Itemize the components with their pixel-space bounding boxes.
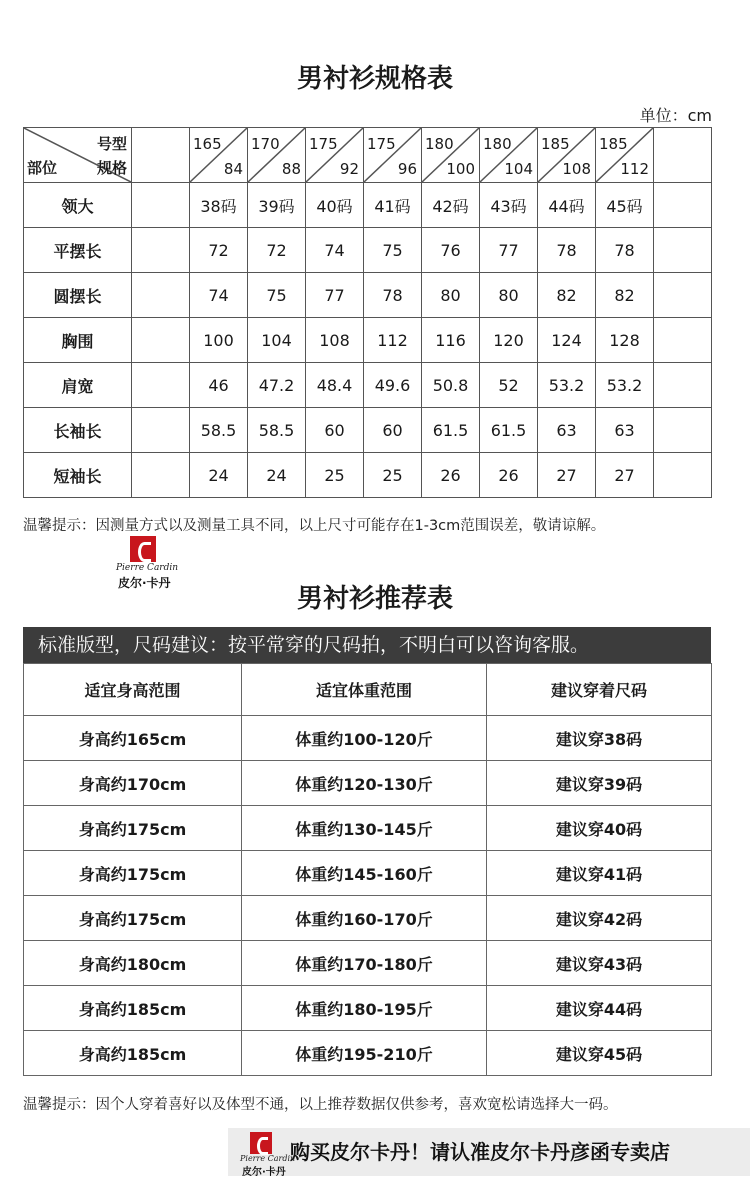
rec-row [24, 851, 712, 896]
logo-mark-icon [250, 1132, 272, 1154]
rec-cell: 身高约175cm [24, 851, 242, 896]
corner-bottom-left: 部位 [27, 159, 58, 177]
size-chest: 100 [446, 160, 475, 178]
spec-note: 温馨提示：因测量方式以及测量工具不同，以上尺寸可能存在1-3cm范围误差，敬请谅解。 [23, 518, 606, 534]
spec-value: 78 [596, 228, 654, 273]
spec-value: 41码 [364, 183, 422, 228]
spec-table-title: 男衬衫规格表 [296, 64, 453, 94]
row-label: 胸围 [24, 318, 132, 363]
rec-note: 温馨提示：因个人穿着喜好以及体型不通，以上推荐数据仅供参考，喜欢宽松请选择大一码。 [23, 1097, 618, 1113]
store-footer [228, 1128, 750, 1176]
rec-cell: 身高约170cm [24, 761, 242, 806]
spec-row [24, 453, 712, 498]
spec-value: 78 [538, 228, 596, 273]
size-header-cell [422, 128, 480, 183]
size-header-cell [190, 128, 248, 183]
size-height: 175 [309, 135, 338, 153]
size-header-cell [480, 128, 538, 183]
spec-value: 116 [422, 318, 480, 363]
spec-value: 47.2 [248, 363, 306, 408]
rec-table-title: 男衬衫推荐表 [296, 584, 453, 614]
spec-value: 108 [306, 318, 364, 363]
blank-cell [132, 228, 190, 273]
rec-cell: 建议穿40码 [487, 806, 712, 851]
spec-value: 53.2 [596, 363, 654, 408]
size-chest: 92 [339, 160, 359, 178]
rec-cell: 建议穿44码 [487, 986, 712, 1031]
size-height: 180 [425, 135, 454, 153]
rec-header-row [24, 664, 712, 716]
spec-row [24, 318, 712, 363]
spec-value: 60 [364, 408, 422, 453]
size-height: 165 [193, 135, 222, 153]
rec-row [24, 941, 712, 986]
rec-row [24, 716, 712, 761]
rec-cell: 体重约180-195斤 [242, 986, 487, 1031]
blank-cell [132, 453, 190, 498]
rec-cell: 建议穿45码 [487, 1031, 712, 1076]
spec-value: 124 [538, 318, 596, 363]
pierre-cardin-logo-small [236, 1132, 296, 1176]
blank-cell [132, 408, 190, 453]
size-chest: 88 [281, 160, 301, 178]
spec-value: 58.5 [190, 408, 248, 453]
corner-bottom-right: 规格 [96, 159, 127, 177]
rec-cell: 身高约165cm [24, 716, 242, 761]
size-chest: 84 [223, 160, 243, 178]
row-label: 肩宽 [24, 363, 132, 408]
size-chest: 96 [397, 160, 417, 178]
spec-value: 24 [248, 453, 306, 498]
spec-row [24, 363, 712, 408]
rec-row [24, 761, 712, 806]
logo-chinese: 皮尔·卡丹 [242, 1167, 286, 1178]
spec-value: 58.5 [248, 408, 306, 453]
spec-row [24, 408, 712, 453]
rec-cell: 体重约145-160斤 [242, 851, 487, 896]
spec-value: 46 [190, 363, 248, 408]
size-chest: 112 [620, 160, 649, 178]
spec-value: 44码 [538, 183, 596, 228]
rec-cell: 体重约130-145斤 [242, 806, 487, 851]
size-height: 180 [483, 135, 512, 153]
size-header-cell [538, 128, 596, 183]
rec-header-cell: 适宜身高范围 [24, 664, 242, 716]
spec-value: 75 [364, 228, 422, 273]
corner-top: 号型 [96, 135, 127, 153]
recommendation-table [23, 663, 712, 1076]
rec-cell: 体重约170-180斤 [242, 941, 487, 986]
blank-header-cell [654, 128, 712, 183]
row-label: 圆摆长 [24, 273, 132, 318]
spec-value: 120 [480, 318, 538, 363]
unit-label: 单位：cm [639, 106, 712, 125]
rec-cell: 体重约120-130斤 [242, 761, 487, 806]
spec-value: 77 [480, 228, 538, 273]
spec-value: 82 [538, 273, 596, 318]
spec-value: 25 [364, 453, 422, 498]
size-header-cell [248, 128, 306, 183]
spec-value: 52 [480, 363, 538, 408]
spec-value: 26 [480, 453, 538, 498]
size-header-cell [306, 128, 364, 183]
spec-value: 72 [248, 228, 306, 273]
spec-value: 49.6 [364, 363, 422, 408]
corner-cell [24, 128, 132, 183]
rec-cell: 身高约175cm [24, 896, 242, 941]
logo-mark-icon [130, 536, 156, 562]
spec-value: 76 [422, 228, 480, 273]
spec-header-row [24, 128, 712, 183]
spec-value: 104 [248, 318, 306, 363]
blank-cell [654, 408, 712, 453]
row-label: 短袖长 [24, 453, 132, 498]
spec-value: 24 [190, 453, 248, 498]
spec-value: 61.5 [480, 408, 538, 453]
blank-header-cell [132, 128, 190, 183]
logo-chinese: 皮尔·卡丹 [118, 576, 171, 590]
size-height: 185 [541, 135, 570, 153]
spec-value: 42码 [422, 183, 480, 228]
rec-row [24, 896, 712, 941]
spec-row [24, 273, 712, 318]
spec-value: 100 [190, 318, 248, 363]
rec-cell: 体重约160-170斤 [242, 896, 487, 941]
spec-value: 72 [190, 228, 248, 273]
size-header-cell [596, 128, 654, 183]
spec-value: 74 [190, 273, 248, 318]
rec-cell: 建议穿38码 [487, 716, 712, 761]
spec-value: 40码 [306, 183, 364, 228]
rec-cell: 建议穿41码 [487, 851, 712, 896]
spec-value: 48.4 [306, 363, 364, 408]
rec-cell: 建议穿43码 [487, 941, 712, 986]
spec-value: 53.2 [538, 363, 596, 408]
rec-cell: 身高约185cm [24, 1031, 242, 1076]
spec-value: 63 [596, 408, 654, 453]
size-height: 170 [251, 135, 280, 153]
spec-value: 128 [596, 318, 654, 363]
rec-cell: 建议穿39码 [487, 761, 712, 806]
blank-cell [132, 183, 190, 228]
row-label: 平摆长 [24, 228, 132, 273]
rec-row [24, 1031, 712, 1076]
row-label: 长袖长 [24, 408, 132, 453]
spec-value: 26 [422, 453, 480, 498]
blank-cell [654, 183, 712, 228]
rec-header-cell: 建议穿着尺码 [487, 664, 712, 716]
spec-value: 39码 [248, 183, 306, 228]
spec-value: 43码 [480, 183, 538, 228]
blank-cell [132, 318, 190, 363]
blank-cell [654, 273, 712, 318]
size-chest: 104 [504, 160, 533, 178]
rec-cell: 身高约180cm [24, 941, 242, 986]
spec-value: 75 [248, 273, 306, 318]
spec-row [24, 183, 712, 228]
rec-row [24, 986, 712, 1031]
rec-cell: 身高约185cm [24, 986, 242, 1031]
rec-cell: 体重约195-210斤 [242, 1031, 487, 1076]
spec-table [23, 127, 712, 498]
blank-cell [132, 363, 190, 408]
size-header-cell [364, 128, 422, 183]
spec-value: 61.5 [422, 408, 480, 453]
spec-value: 78 [364, 273, 422, 318]
blank-cell [654, 453, 712, 498]
spec-value: 63 [538, 408, 596, 453]
rec-cell: 身高约175cm [24, 806, 242, 851]
size-height: 185 [599, 135, 628, 153]
size-chest: 108 [562, 160, 591, 178]
logo-script: Pierre Cardin [240, 1154, 296, 1163]
row-label: 领大 [24, 183, 132, 228]
spec-value: 25 [306, 453, 364, 498]
rec-cell: 体重约100-120斤 [242, 716, 487, 761]
blank-cell [654, 363, 712, 408]
blank-cell [132, 273, 190, 318]
rec-cell: 建议穿42码 [487, 896, 712, 941]
spec-value: 27 [596, 453, 654, 498]
spec-value: 112 [364, 318, 422, 363]
spec-value: 38码 [190, 183, 248, 228]
spec-value: 50.8 [422, 363, 480, 408]
spec-value: 45码 [596, 183, 654, 228]
size-advice-banner: 标准版型，尺码建议：按平常穿的尺码拍，不明白可以咨询客服。 [23, 627, 711, 663]
size-height: 175 [367, 135, 396, 153]
spec-value: 80 [422, 273, 480, 318]
rec-row [24, 806, 712, 851]
spec-value: 74 [306, 228, 364, 273]
spec-value: 60 [306, 408, 364, 453]
blank-cell [654, 318, 712, 363]
spec-value: 80 [480, 273, 538, 318]
spec-value: 27 [538, 453, 596, 498]
spec-value: 77 [306, 273, 364, 318]
footer-text: 购买皮尔卡丹！请认准皮尔卡丹彦函专卖店 [290, 1140, 670, 1164]
blank-cell [654, 228, 712, 273]
logo-script: Pierre Cardin [116, 563, 179, 573]
spec-value: 82 [596, 273, 654, 318]
rec-header-cell: 适宜体重范围 [242, 664, 487, 716]
spec-row [24, 228, 712, 273]
